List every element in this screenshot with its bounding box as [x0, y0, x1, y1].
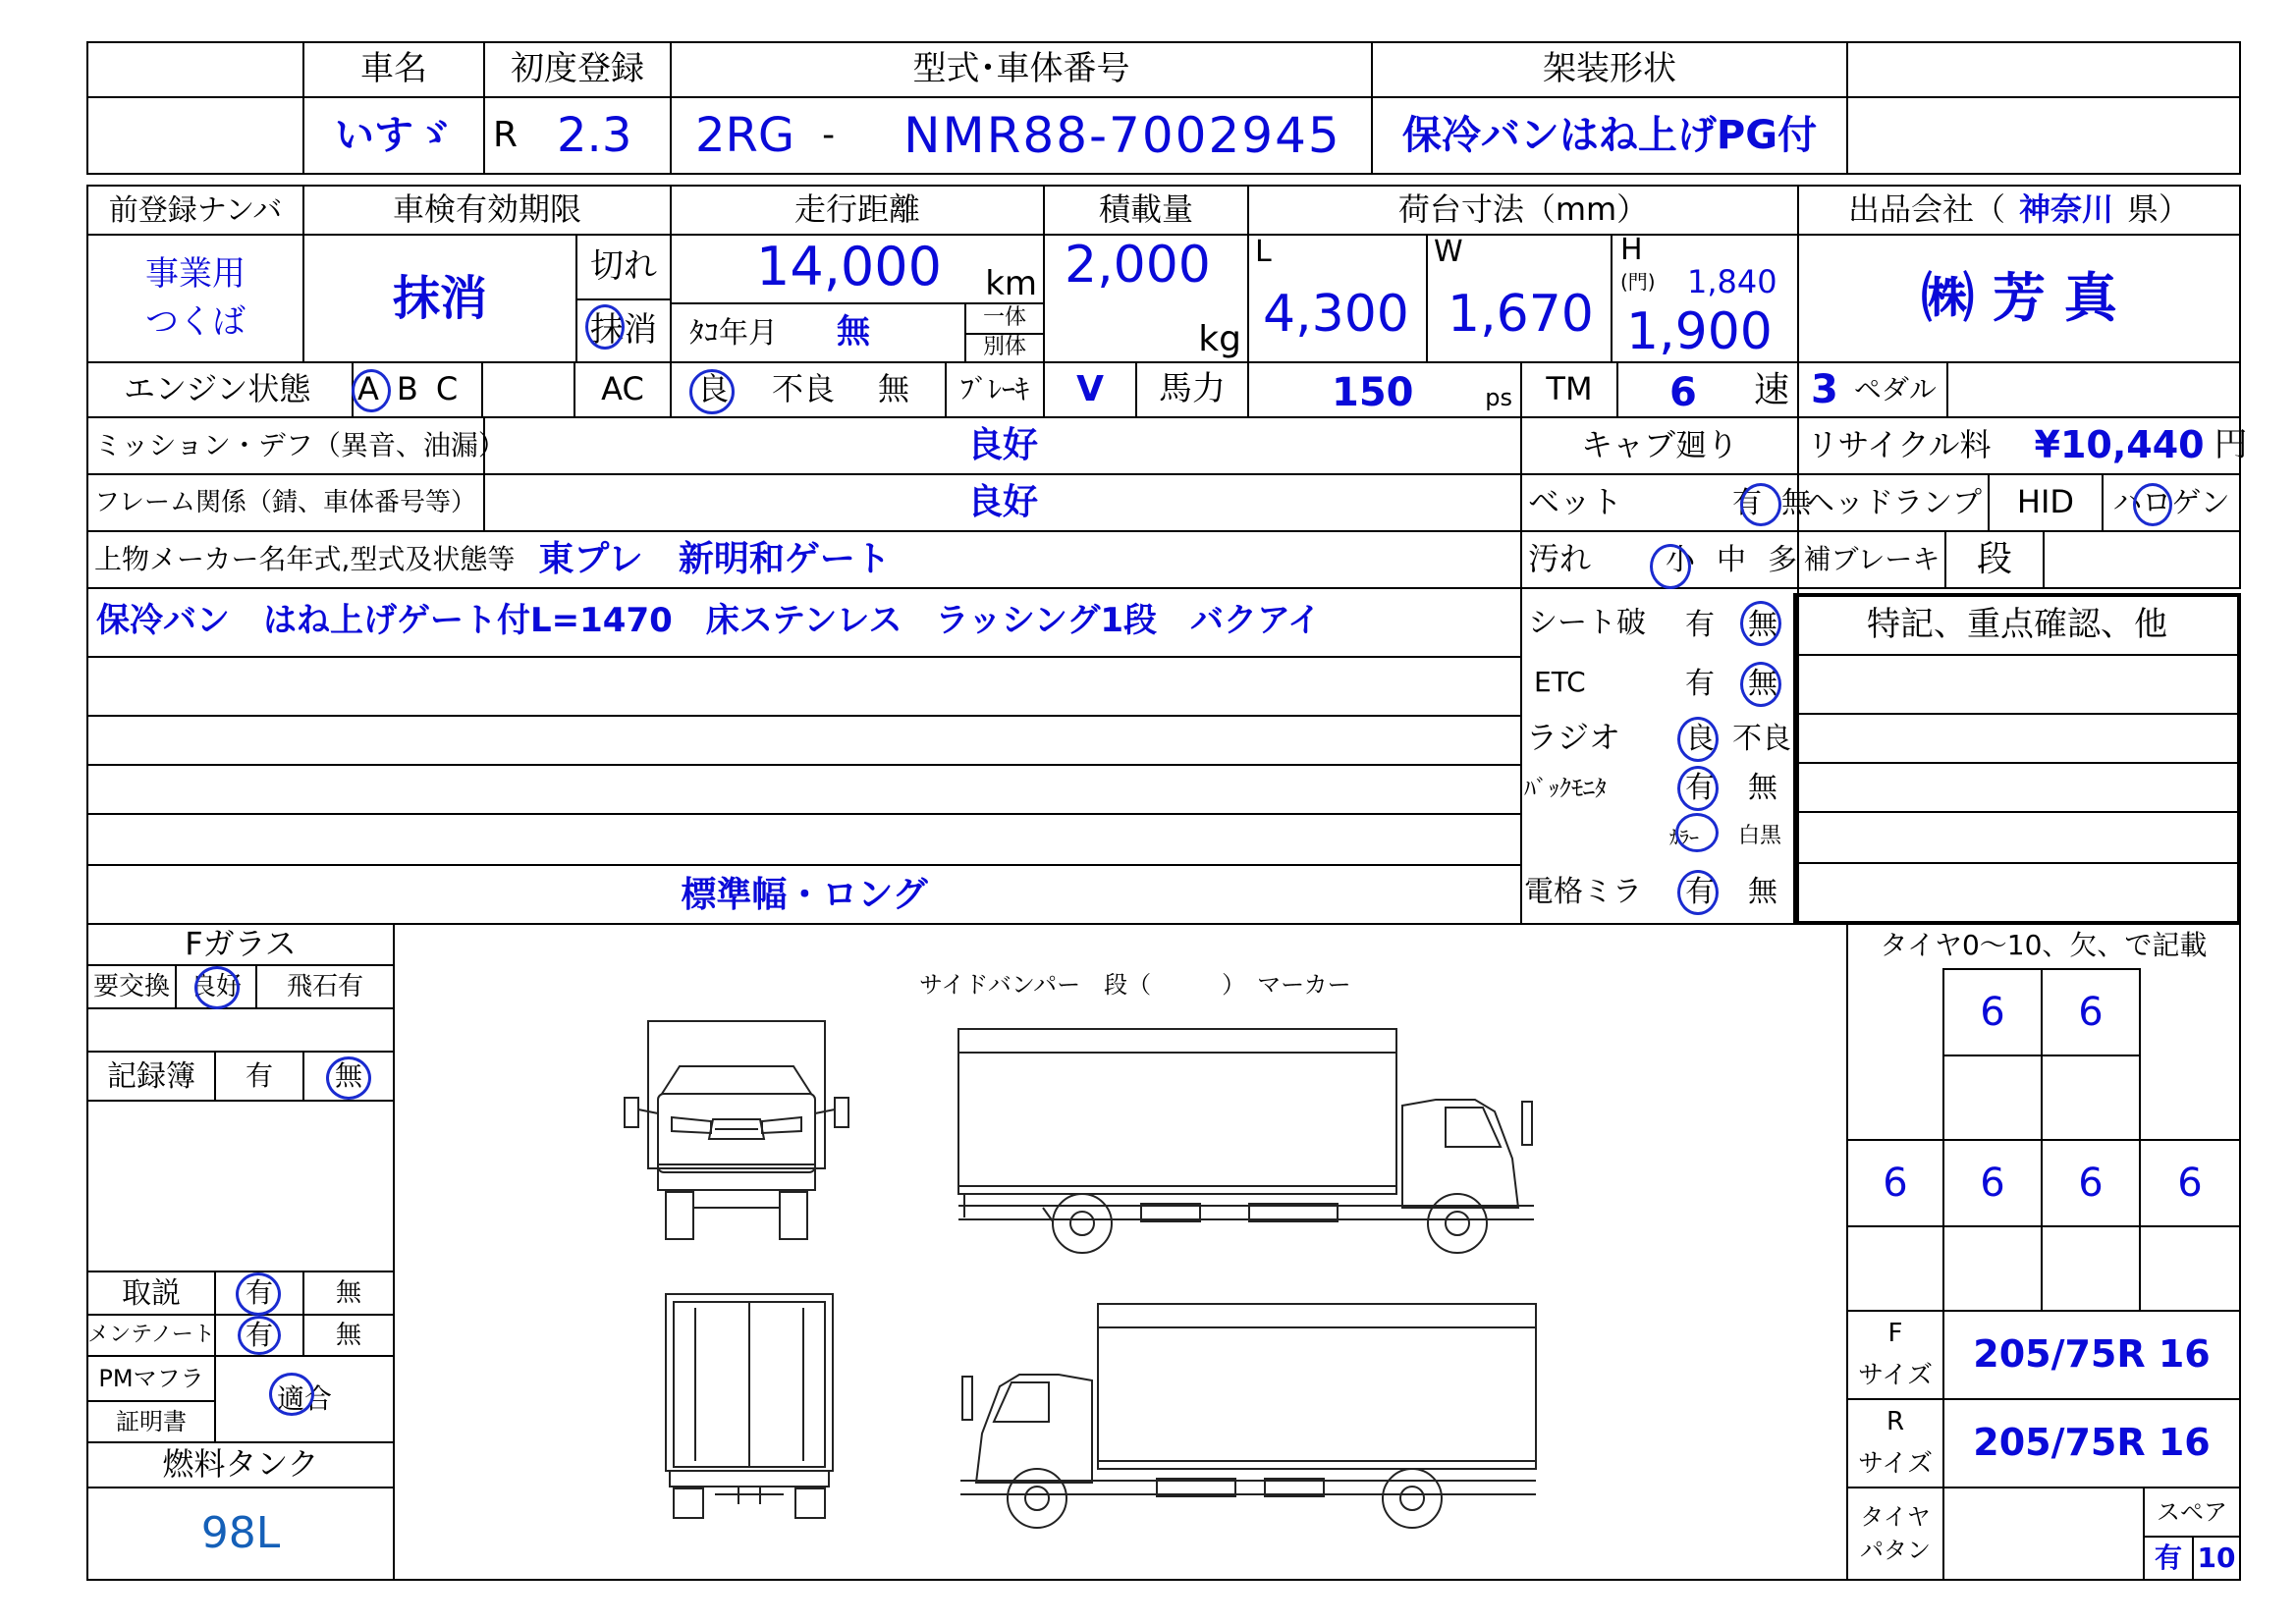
bed-height-gate-label: (門): [1620, 270, 1656, 294]
inspection-header: 車検有効期限: [302, 185, 672, 236]
model-prefix: 2RG: [695, 107, 795, 163]
registration-header: 初度登録: [483, 41, 672, 98]
fuel-label: 燃料タンク: [86, 1441, 395, 1488]
ac-good: 良: [697, 370, 730, 408]
fglass-label: Fガラス: [86, 923, 395, 966]
bed-presence-yes: 有: [1732, 485, 1763, 520]
tire-front-right-cell: [2041, 968, 2141, 1056]
frame-value: 良好: [483, 473, 1522, 532]
diagram-caption: サイドバンパー 段（ ） マーカー: [919, 971, 1351, 999]
pedal-value: 3: [1811, 367, 1838, 412]
ac-label: AC: [574, 361, 672, 418]
tire-gap-divider-2: [2041, 1225, 2043, 1312]
radio-good: 良: [1685, 722, 1715, 756]
tire-front-right: 6: [2078, 990, 2104, 1035]
registration-date: 2.3: [557, 107, 632, 163]
pm-label-2: 証明書: [86, 1400, 216, 1443]
tire-rear-1-cell: [1846, 1139, 1944, 1227]
bed-width-label: W: [1434, 235, 1463, 269]
model-cell: [670, 96, 1373, 175]
prev-plate-cell: [86, 234, 304, 363]
inspection-expired: 切れ: [575, 234, 672, 300]
special-rule-1: [1797, 713, 2237, 715]
rear-size-label-cell: [1846, 1398, 1944, 1488]
backmonitor-no: 無: [1748, 771, 1777, 805]
horsepower-value: 150: [1332, 370, 1414, 415]
frame-label: フレーム関係（錆、車体番号等）: [86, 473, 485, 532]
recycle-unit: 円: [2214, 425, 2248, 465]
seller-header-post: 県）: [2127, 190, 2191, 229]
blank-corner-cell: [86, 41, 304, 98]
horsepower-cell: [1247, 361, 1522, 418]
truck-front-view: [619, 1011, 854, 1247]
pm-value-check-ring: [269, 1373, 314, 1416]
registration-cell: [483, 96, 672, 175]
mirror-yes: 有: [1685, 875, 1715, 909]
special-rule-4: [1797, 862, 2237, 864]
front-size-label: サイズ: [1858, 1361, 1933, 1390]
dirt-small: 小: [1666, 542, 1696, 577]
pm-label-1: PMマフラ: [86, 1355, 216, 1402]
pedal-label: ペダル: [1853, 372, 1937, 406]
etc-label: ETC: [1534, 666, 1586, 698]
color-monitor-label: ｶﾗｰ: [1669, 826, 1699, 849]
tire-rear-2-cell: [1942, 1139, 2043, 1227]
seller-value: ㈱ 芳 真: [1797, 234, 2241, 363]
radio-good-check-ring: [1677, 717, 1719, 762]
engine-label: エンジン状態: [86, 361, 354, 418]
dirt-label: 汚れ: [1528, 540, 1592, 578]
load-value: 2,000: [1065, 236, 1211, 295]
backmonitor-yes: 有: [1685, 771, 1715, 805]
upper-maker-label: 上物メーカー名年式,型式及状態等: [94, 542, 516, 575]
mirror-yes-check-ring: [1677, 870, 1719, 915]
prev-plate-line1: 事業用: [145, 253, 246, 294]
blank-row1-right: [1846, 96, 2241, 175]
manual-yes-check-ring: [236, 1272, 281, 1316]
headlamp-hid: HID: [1988, 473, 2104, 532]
fglass-chip: 飛石有: [255, 964, 395, 1009]
headlamp-halogen: ハロゲン: [2102, 473, 2241, 532]
prev-plate-line2: つくば: [145, 302, 246, 342]
record-label: 記録簿: [86, 1051, 216, 1102]
inspection-cancelled: 抹消: [575, 298, 672, 363]
prev-plate-header: 前登録ナンバ: [86, 185, 304, 236]
notes-rule-3: [88, 764, 1520, 766]
body-header: 架装形状: [1371, 41, 1848, 98]
seller-header-pre: 出品会社（: [1847, 190, 2005, 229]
engine-grade-b: B: [396, 370, 418, 408]
tacho-cell: [670, 302, 966, 363]
fglass-need-replace: 要交換: [86, 964, 177, 1009]
cab-label: キャブ廻り: [1520, 416, 1799, 475]
manual-label: 取説: [86, 1271, 216, 1316]
tire-front-left: 6: [1980, 990, 2005, 1035]
fglass-blank: [86, 1007, 395, 1053]
maintenance-label: メンテノート: [86, 1314, 216, 1357]
pattern-label-cell: [1846, 1487, 1944, 1581]
special-rule-3: [1797, 811, 2237, 813]
engine-grade-a: A: [357, 370, 379, 408]
transmission-value: 6: [1669, 370, 1697, 415]
blank-row3-cell: [481, 361, 575, 418]
blank-row1-cell: [86, 96, 304, 175]
seat-yes: 有: [1685, 608, 1715, 642]
tire-rear-3: 6: [2078, 1161, 2104, 1206]
mileage-value: 14,000: [756, 236, 942, 298]
manual-no: 無: [302, 1271, 395, 1316]
upper-maker-value: 東プレ 新明和ゲート: [538, 539, 891, 580]
notes-rule-2: [88, 715, 1520, 717]
upper-maker-row: [86, 530, 1522, 589]
engine-a-check-ring: [352, 369, 391, 412]
seat-label: シート破: [1528, 606, 1646, 640]
bed-width-value: 1,670: [1448, 285, 1594, 344]
transmission-label: TM: [1520, 361, 1618, 418]
recycle-label: リサイクル料: [1807, 426, 1992, 464]
truck-side-view-right: [945, 1011, 1554, 1267]
blank-header-cell: [1846, 41, 2241, 98]
bed-length-cell: [1247, 234, 1428, 363]
dirt-small-check-ring: [1650, 544, 1691, 589]
notes-rule-1: [88, 656, 1520, 658]
seat-no-check-ring: [1740, 601, 1781, 646]
tacho-value: 無: [837, 312, 870, 352]
radio-bad: 不良: [1732, 722, 1791, 756]
bed-presence-label: ベット: [1528, 483, 1623, 521]
rear-size-label: サイズ: [1858, 1449, 1933, 1479]
front-size-label-cell: [1846, 1310, 1944, 1400]
bed-size-header: 荷台寸法（mm）: [1247, 185, 1799, 236]
transmission-unit: 速: [1753, 370, 1789, 410]
horsepower-label: 馬力: [1135, 361, 1249, 418]
inspection-value: 抹消: [302, 234, 577, 363]
etc-no-check-ring: [1740, 662, 1781, 707]
pm-value: 適合: [214, 1355, 395, 1443]
mileage-cell: [670, 234, 1045, 304]
headlamp-label: ヘッドランプ: [1797, 473, 1990, 532]
recycle-value: ¥10,440: [2034, 423, 2205, 467]
bed-height-label: H: [1620, 233, 1643, 267]
notes-rule-4: [88, 813, 1520, 815]
blank-row6-right: [2043, 530, 2241, 589]
etc-no: 無: [1748, 667, 1777, 701]
notes-bottom: 標準幅・ロング: [681, 875, 928, 915]
maintenance-yes-check-ring: [238, 1316, 281, 1355]
chassis-number: NMR88-7002945: [903, 106, 1341, 164]
tire-gap-divider: [2041, 1055, 2043, 1141]
backmonitor-yes-check-ring: [1677, 766, 1719, 811]
cancelled-check-ring: [585, 304, 625, 350]
load-header: 積載量: [1043, 185, 1249, 236]
notes-line1: 保冷バン はね上げゲート付L=1470 床ステンレス ラッシング1段 バクアイ: [96, 601, 1321, 640]
load-cell: [1043, 234, 1249, 363]
tire-rear-4-cell: [2139, 1139, 2241, 1227]
mirror-label: 電格ミラ: [1524, 875, 1642, 909]
brake-label: ﾌﾞﾚｰｷ: [945, 361, 1045, 418]
bw-monitor-label: 白黒: [1738, 824, 1782, 848]
tire-rear-2: 6: [1980, 1161, 2005, 1206]
body-type-value: 保冷バンはね上げPG付: [1371, 96, 1848, 175]
bed-height-gate-value: 1,840: [1687, 263, 1777, 300]
rear-tire-size: 205/75R 16: [1942, 1398, 2241, 1488]
spare-yes: 有: [2143, 1536, 2194, 1581]
registration-era: R: [493, 115, 519, 156]
tire-rear-1: 6: [1883, 1161, 1908, 1206]
tacho-label: ﾀｺ年月: [689, 315, 778, 351]
bed-length-label: L: [1255, 235, 1272, 269]
model-header: 型式･車体番号: [670, 41, 1373, 98]
backmonitor-label: ﾊﾞｯｸﾓﾆﾀ: [1524, 775, 1607, 802]
record-no: 無: [302, 1051, 395, 1102]
rear-label: R: [1886, 1407, 1905, 1437]
ittai-label: 一体: [964, 302, 1045, 335]
fglass-good-check-ring: [194, 966, 240, 1009]
radio-label: ラジオ: [1526, 719, 1621, 756]
spare-label: スペア: [2143, 1487, 2241, 1538]
tire-title: タイヤ0～10、欠、で記載: [1880, 929, 2208, 961]
truck-side-view-left: [941, 1276, 1550, 1532]
mirror-no: 無: [1748, 875, 1777, 909]
record-no-check-ring: [326, 1056, 371, 1100]
betsutai-label: 別体: [964, 333, 1045, 363]
record-blank: [86, 1100, 395, 1272]
brake-value: V: [1043, 361, 1137, 418]
pattern-label-2: パタン: [1860, 1537, 1931, 1564]
blank-row3-right: [1946, 361, 2241, 418]
load-unit: kg: [1198, 319, 1241, 360]
pedal-cell: [1797, 361, 1948, 418]
maker-value: いすゞ: [302, 96, 485, 175]
front-label: F: [1887, 1319, 1903, 1349]
bed-presence-no: 無: [1781, 485, 1812, 520]
maker-header: 車名: [302, 41, 485, 98]
color-monitor-check-ring: [1675, 813, 1719, 852]
bed-no-check-ring: [1740, 483, 1781, 526]
record-yes: 有: [214, 1051, 304, 1102]
horsepower-unit: ps: [1485, 383, 1512, 411]
seat-no: 無: [1748, 608, 1777, 642]
fuel-value: 98L: [86, 1487, 395, 1581]
mission-label: ミッション・デフ（異音、油漏）: [86, 416, 485, 475]
manual-yes: 有: [214, 1271, 304, 1316]
notes-rule-5: [88, 864, 1520, 866]
spare-value: 10: [2192, 1536, 2241, 1581]
front-tire-size: 205/75R 16: [1942, 1310, 2241, 1400]
seller-prefecture: 神奈川: [2018, 190, 2113, 229]
tire-front-left-cell: [1942, 968, 2043, 1056]
recycle-cell: [1797, 416, 2248, 475]
bed-width-cell: [1426, 234, 1613, 363]
mission-value: 良好: [483, 416, 1522, 475]
special-notes-title: 特記、重点確認、他: [1797, 597, 2237, 656]
bed-height-cell: [1611, 234, 1799, 363]
mileage-header: 走行距離: [670, 185, 1045, 236]
transmission-cell: [1616, 361, 1799, 418]
ac-none: 無: [878, 370, 910, 408]
special-rule-2: [1797, 762, 2237, 764]
truck-rear-view: [656, 1288, 843, 1524]
maintenance-yes: 有: [214, 1314, 304, 1357]
fglass-good: 良好: [175, 964, 257, 1009]
maintenance-no: 無: [302, 1314, 395, 1357]
pattern-label-1: タイヤ: [1860, 1502, 1931, 1531]
model-dash: -: [822, 115, 836, 156]
ac-good-check-ring: [689, 369, 735, 414]
aux-brake-value: 段: [1944, 530, 2045, 589]
ac-bad: 不良: [772, 370, 836, 408]
dirt-many: 多: [1768, 542, 1798, 577]
bed-height-value: 1,900: [1626, 302, 1773, 361]
mileage-unit: km: [985, 263, 1037, 303]
tire-rear-3-cell: [2041, 1139, 2141, 1227]
aux-brake-label: 補ブレーキ: [1797, 530, 1946, 589]
tire-rear-4: 6: [2177, 1161, 2203, 1206]
etc-yes: 有: [1685, 667, 1715, 701]
seller-header: [1797, 185, 2241, 236]
bed-length-value: 4,300: [1263, 285, 1409, 344]
pattern-value: [1942, 1487, 2145, 1581]
engine-grade-c: C: [435, 370, 459, 408]
halogen-check-ring: [2133, 483, 2172, 526]
dirt-mid: 中: [1717, 542, 1747, 577]
